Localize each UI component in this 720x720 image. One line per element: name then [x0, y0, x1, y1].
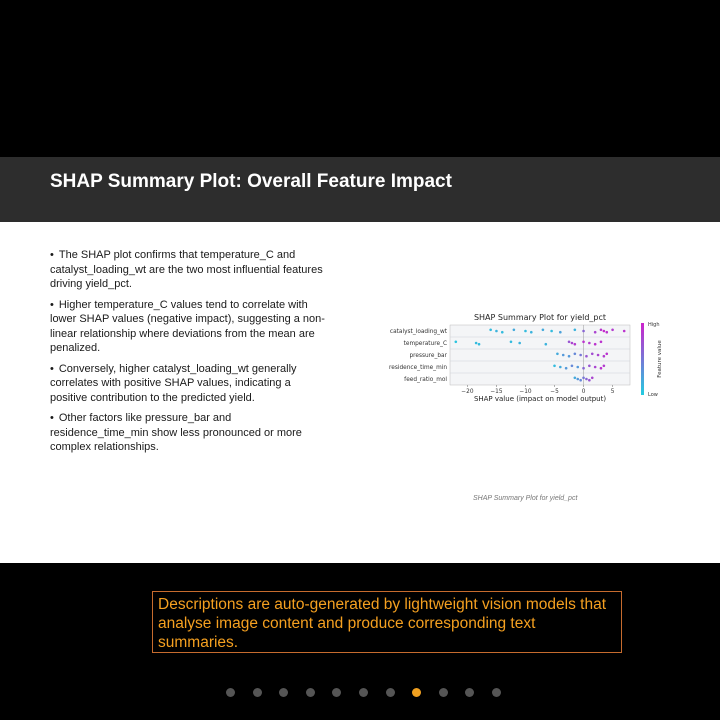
pagination-dot[interactable] [465, 688, 474, 697]
shap-summary-chart [378, 310, 678, 425]
shap-point [597, 354, 600, 357]
shap-point [556, 353, 559, 356]
shap-point [585, 355, 588, 358]
colorbar-low-label: Low [648, 392, 658, 398]
pagination-dot[interactable] [226, 688, 235, 697]
shap-point [582, 341, 585, 344]
shap-point [582, 367, 585, 370]
shap-point [513, 329, 516, 332]
pagination-dot[interactable] [332, 688, 341, 697]
shap-point [559, 331, 562, 334]
pagination-dot[interactable] [279, 688, 288, 697]
shap-point [582, 377, 585, 380]
pagination-dot[interactable] [253, 688, 262, 697]
y-tick-label: catalyst_loading_wt [389, 329, 447, 335]
shap-point [501, 331, 504, 334]
slide-title: SHAP Summary Plot: Overall Feature Impact [50, 171, 452, 192]
shap-point [594, 331, 597, 334]
shap-point [574, 343, 577, 346]
colorbar-high-label: High [648, 322, 660, 328]
shap-point [562, 354, 565, 357]
shap-point [478, 343, 481, 346]
shap-point [588, 379, 591, 382]
shap-point [571, 342, 574, 345]
pagination-dot[interactable] [306, 688, 315, 697]
shap-point [574, 329, 577, 332]
pagination-dot[interactable] [386, 688, 395, 697]
auto-description-banner: Descriptions are auto-generated by lightweight vision models that analyse image content and produce corresponding text summaries. [152, 591, 622, 653]
shap-point [524, 330, 527, 333]
x-tick-label: −15 [490, 389, 503, 395]
shap-point [455, 341, 458, 344]
shap-point [542, 329, 545, 332]
shap-point [510, 341, 513, 344]
x-tick-label: 5 [610, 389, 615, 395]
y-tick-label: pressure_bar [409, 353, 447, 359]
slide-header [0, 157, 720, 222]
pagination-dots [226, 688, 519, 697]
shap-point [565, 367, 568, 370]
shap-point [605, 331, 608, 334]
shap-point [591, 353, 594, 356]
shap-point [574, 353, 577, 356]
shap-point [576, 378, 579, 381]
x-tick-label: −20 [461, 389, 474, 395]
x-tick-label: −5 [550, 389, 559, 395]
x-tick-label: 0 [581, 389, 586, 395]
shap-point [594, 366, 597, 369]
shap-point [588, 365, 591, 368]
plot-area [450, 325, 630, 385]
pagination-dot[interactable] [492, 688, 501, 697]
bullet-item: • Other factors like pressure_bar and residence_time_min show less pronounced or more complex relationships. [50, 411, 330, 455]
x-tick-label: −10 [519, 389, 532, 395]
pagination-dot[interactable] [412, 688, 421, 697]
shap-point [574, 377, 577, 380]
y-tick-label: feed_ratio_mol [404, 377, 447, 383]
shap-point [576, 366, 579, 369]
bullet-item: • The SHAP plot confirms that temperature_C and catalyst_loading_wt are the two most influential features driving yield_pct. [50, 248, 330, 292]
pagination-dot[interactable] [439, 688, 448, 697]
shap-point [603, 365, 606, 368]
shap-point [518, 342, 521, 345]
shap-point [585, 378, 588, 381]
shap-point [588, 342, 591, 345]
shap-point [568, 341, 571, 344]
colorbar [641, 323, 644, 395]
bullet-item: • Conversely, higher catalyst_loading_wt generally correlates with positive SHAP values, indicating a positive contribution to the predicted yield. [50, 362, 330, 406]
shap-point [489, 329, 492, 332]
x-axis-label: SHAP value (impact on model output) [473, 395, 607, 403]
shap-point [550, 330, 553, 333]
shap-point [475, 342, 478, 345]
y-tick-label: residence_time_min [389, 365, 447, 371]
shap-point [579, 354, 582, 357]
shap-point [591, 377, 594, 380]
slide-body [0, 222, 720, 563]
colorbar-label: Feature value [657, 340, 663, 378]
shap-point [495, 330, 498, 333]
shap-point [545, 343, 548, 346]
shap-point [611, 329, 614, 332]
shap-point [600, 341, 603, 344]
shap-point [603, 355, 606, 358]
shap-point [600, 329, 603, 332]
shap-point [603, 330, 606, 333]
bullet-list [50, 248, 330, 461]
shap-point [623, 330, 626, 333]
shap-point [594, 343, 597, 346]
shap-point [571, 365, 574, 368]
shap-point [605, 353, 608, 356]
chart-title: SHAP Summary Plot for yield_pct [473, 313, 607, 322]
shap-point [579, 379, 582, 382]
shap-point [582, 330, 585, 333]
y-tick-label: temperature_C [403, 341, 447, 347]
shap-point [568, 355, 571, 358]
shap-point [600, 367, 603, 370]
shap-point [559, 366, 562, 369]
figure-caption: SHAP Summary Plot for yield_pct [473, 495, 578, 502]
pagination-dot[interactable] [359, 688, 368, 697]
shap-point [530, 331, 533, 334]
bullet-item: • Higher temperature_C values tend to correlate with lower SHAP values (negative impact), suggesting a non-linear relationship where deviations from the mean are penalized. [50, 298, 330, 356]
shap-point [553, 365, 556, 368]
